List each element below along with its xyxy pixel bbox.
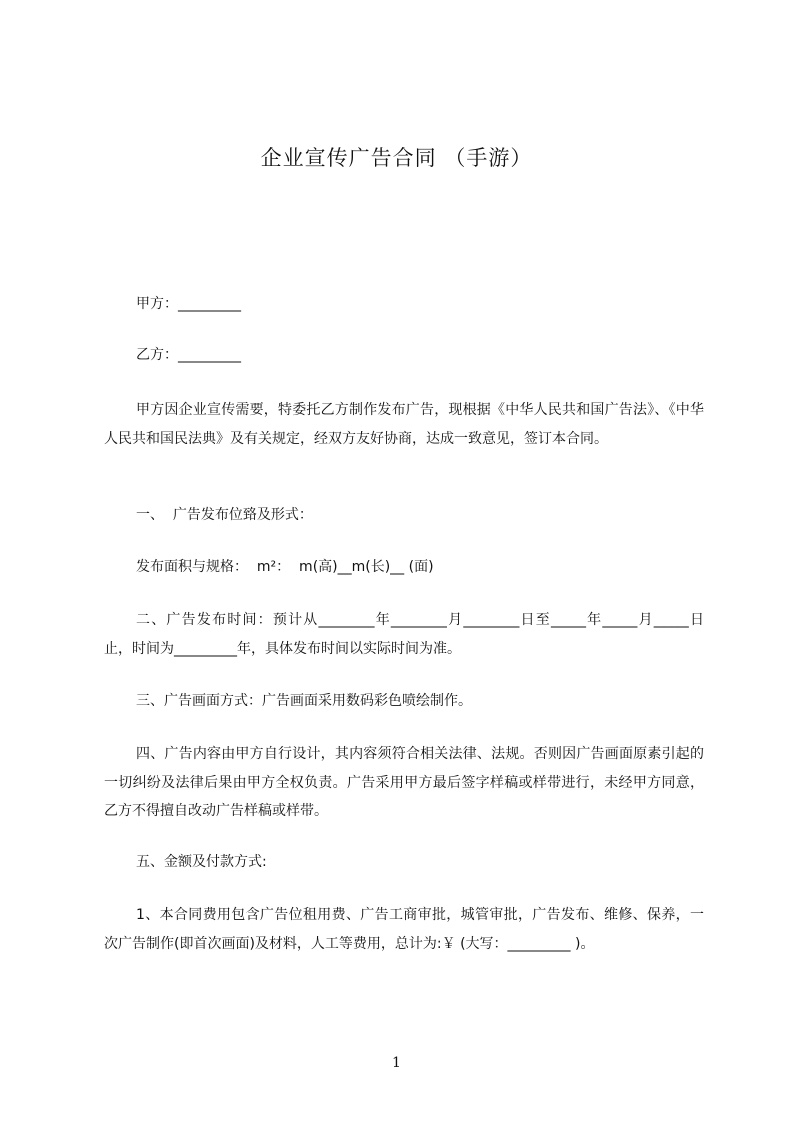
section3-paragraph: 三、广告画面方式：广告画面采用数码彩色喷绘制作。 bbox=[136, 693, 472, 709]
party-a-line: 甲方：_________ bbox=[136, 296, 241, 312]
section5-heading: 五、金额及付款方式: bbox=[136, 854, 267, 870]
document-title: 企业宣传广告合同 （手游） bbox=[260, 146, 533, 170]
section1-heading: 一、 广告发布位臵及形式： bbox=[136, 507, 313, 523]
party-b-line: 乙方：_________ bbox=[136, 347, 241, 363]
intro-paragraph: 甲方因企业宣传需要，特委托乙方制作发布广告，现根据《中华人民共和国广告法》、《中华人民共和国民法典》及有关规定，经双方友好协商，达成一致意见，签订本合同。 bbox=[104, 402, 704, 447]
section2-paragraph: 二、广告发布时间：预计从________年________月________日至_____年_____月_____日 止，时间为_________年，具体发布时间以实际时间为准。 bbox=[104, 612, 709, 657]
section4-paragraph: 四、广告内容由甲方自行设计，其内容须符合相关法律、法规。否则因广告画面原素引起的一切纠纷及法律后果由甲方全权负责。广告采用甲方最后签字样稿或样带进行，未经甲方同意，乙方不得擅自改动广告样稿或样带。 bbox=[104, 746, 704, 819]
section1-spec: 发布面积与规格： m²： m(高)__m(长)__ (面) bbox=[136, 559, 434, 575]
page-number: 1 bbox=[392, 1055, 401, 1071]
section5-item1: 1、本合同费用包含广告位租用费、广告工商审批，城管审批，广告发布、维修、保养，一次广告制作(即首次画面)及材料，人工等费用，总计为:￥ (大写：_________ )。 bbox=[104, 907, 704, 952]
